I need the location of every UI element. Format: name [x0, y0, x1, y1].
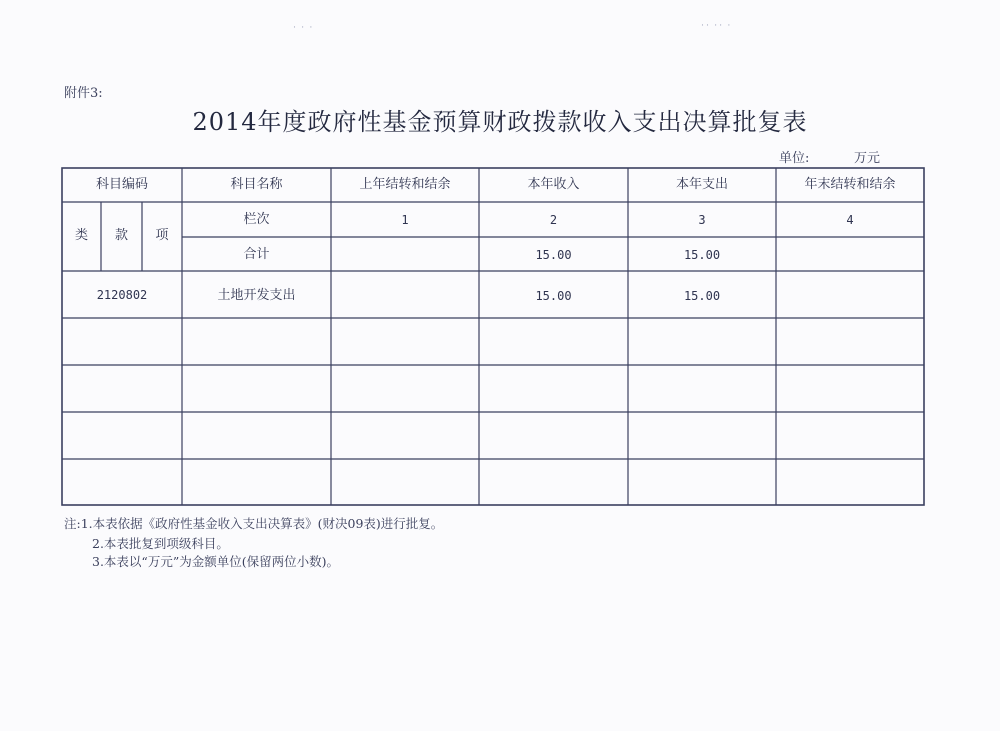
total-expense: 15.00: [683, 248, 721, 262]
total-income: 15.00: [535, 248, 572, 262]
row-expense: 15.00: [683, 289, 721, 303]
header-name: 科目名称: [230, 177, 283, 192]
subheader-class: 类: [74, 228, 88, 243]
subheader-section: 款: [114, 228, 128, 243]
unit-label: 单位:: [779, 151, 810, 166]
header-income: 本年收入: [527, 177, 580, 192]
header-expense: 本年支出: [675, 177, 728, 192]
document-title: 2014年度政府性基金预算财政拨款收入支出决算批复表: [192, 108, 808, 136]
note-1: 注:1.本表依据《政府性基金收入支出决算表》(财决09表)进行批复。: [64, 516, 444, 531]
unit-value: 万元: [854, 151, 881, 166]
total-label: 合计: [243, 247, 270, 262]
scan-speck: ˙ ˙ ˙: [292, 26, 314, 37]
note-3: 3.本表以“万元”为金额单位(保留两位小数)。: [92, 554, 339, 569]
row-income: 15.00: [535, 289, 572, 303]
column-index-1: 1: [401, 213, 409, 227]
column-index-4: 4: [846, 213, 854, 227]
attachment-label: 附件3:: [64, 86, 103, 101]
row-code: 2120802: [96, 288, 148, 302]
scan-speck: ˙˙ ˙˙ ˙: [700, 24, 732, 35]
note-2: 2.本表批复到项级科目。: [92, 536, 229, 551]
subheader-item: 项: [155, 228, 169, 243]
row-name: 土地开发支出: [217, 288, 296, 303]
header-code: 科目编码: [95, 177, 148, 192]
column-index-2: 2: [549, 213, 558, 227]
column-index-3: 3: [698, 213, 706, 227]
header-prev-balance: 上年结转和结余: [359, 177, 451, 192]
column-index-label: 栏次: [243, 212, 270, 227]
notes-block: [64, 514, 443, 572]
header-end-balance: 年末结转和结余: [804, 177, 896, 192]
